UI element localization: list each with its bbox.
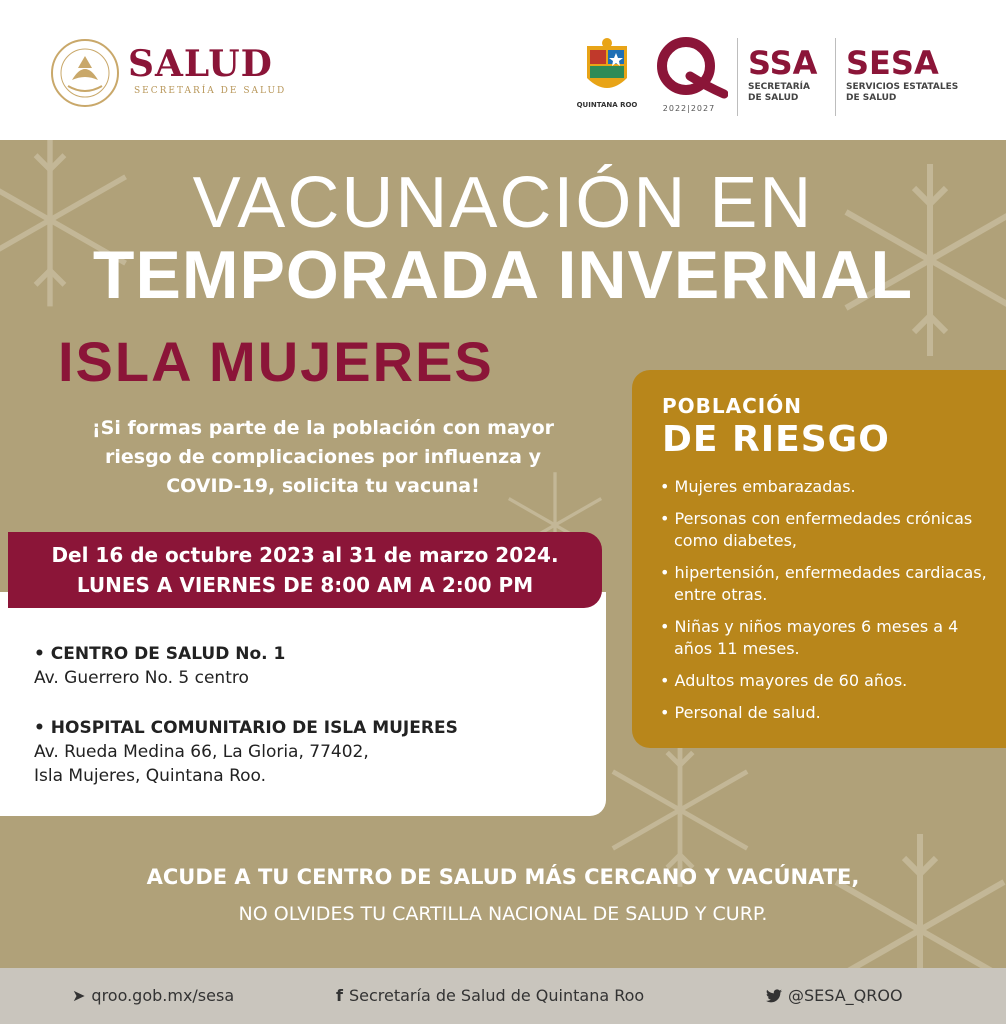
risk-item: • Niñas y niños mayores 6 meses a 4 años 11 meses. xyxy=(660,617,959,658)
sesa-subtitle-line1: SERVICIOS ESTATALES xyxy=(846,82,959,92)
risk-list xyxy=(660,476,1000,734)
footer xyxy=(0,968,1006,1024)
intro-line3 xyxy=(40,472,606,501)
location-address: Av. Rueda Medina 66, La Gloria, 77402, xyxy=(34,742,369,762)
twitter-bird-icon xyxy=(766,989,782,1003)
risk-item: • Mujeres embarazadas. xyxy=(660,477,856,496)
location-name: • CENTRO DE SALUD No. 1 xyxy=(34,644,286,664)
location-item xyxy=(34,716,458,788)
risk-population-card xyxy=(632,370,1006,748)
ssa-logo-text: SSA xyxy=(748,44,818,82)
footer-facebook-text[interactable]: Secretaría de Salud de Quintana Roo xyxy=(348,986,645,1005)
ssa-subtitle xyxy=(748,82,810,104)
risk-item: • Personal de salud. xyxy=(660,703,821,722)
ssa-subtitle-line2: DE SALUD xyxy=(748,93,799,103)
intro-line3-plain: COVID-19, xyxy=(166,475,282,497)
dates-line2: LUNES A VIERNES DE 8:00 AM A 2:00 PM xyxy=(76,573,534,597)
risk-heading-large: DE RIESGO xyxy=(662,419,890,460)
intro-text xyxy=(40,414,606,501)
intro-line3-bold: solicita tu vacuna! xyxy=(281,475,480,497)
dates-line1: Del 16 de octubre 2023 al 31 de marzo 2024. xyxy=(51,543,559,567)
intro-line1: ¡Si formas parte de la población con mayor xyxy=(92,417,554,439)
facebook-icon: f xyxy=(336,986,343,1005)
title-line1: VACUNACIÓN EN xyxy=(192,163,814,243)
location-item xyxy=(34,642,285,690)
footer-website-text[interactable]: qroo.gob.mx/sesa xyxy=(91,986,235,1005)
sesa-subtitle xyxy=(846,82,958,104)
header xyxy=(0,0,1006,140)
city-title: ISLA MUJERES xyxy=(58,330,494,393)
cursor-arrow-icon: ➤ xyxy=(72,986,86,1005)
location-address: Isla Mujeres, Quintana Roo. xyxy=(34,766,267,786)
footer-facebook[interactable] xyxy=(336,984,644,1008)
locations-card xyxy=(0,592,606,816)
dates-banner xyxy=(8,532,602,608)
footer-twitter[interactable] xyxy=(766,984,903,1008)
risk-heading-small: POBLACIÓN xyxy=(662,394,802,418)
intro-line2: riesgo de complicaciones por influenza y xyxy=(104,446,542,468)
title-line2: TEMPORADA INVERNAL xyxy=(92,237,914,313)
government-years: 2022|2027 xyxy=(662,104,716,113)
footer-website[interactable] xyxy=(72,984,234,1008)
snowflake-icon xyxy=(820,830,1006,968)
sesa-subtitle-line2: DE SALUD xyxy=(846,93,897,103)
salud-subtitle: SECRETARÍA DE SALUD xyxy=(134,86,287,96)
header-divider xyxy=(737,38,738,116)
quintana-roo-shield-icon xyxy=(584,38,630,98)
main-poster xyxy=(0,140,1006,968)
call-to-action-line1: ACUDE A TU CENTRO DE SALUD MÁS CERCANO Y VACÚNATE, xyxy=(146,865,860,889)
risk-item: • Personas con enfermedades crónicas como diabetes, xyxy=(660,509,973,550)
risk-item: • hipertensión, enfermedades cardiacas, entre otras. xyxy=(660,563,987,604)
ssa-subtitle-line1: SECRETARÍA xyxy=(748,82,810,92)
mexico-seal-icon xyxy=(50,38,120,108)
footer-twitter-text[interactable]: @SESA_QROO xyxy=(788,986,903,1005)
quintana-roo-label: QUINTANA ROO xyxy=(576,101,638,109)
location-name: • HOSPITAL COMUNITARIO DE ISLA MUJERES xyxy=(34,718,458,738)
header-divider xyxy=(835,38,836,116)
location-address: Av. Guerrero No. 5 centro xyxy=(34,668,249,688)
q-government-logo-icon xyxy=(650,36,728,100)
call-to-action-line2: NO OLVIDES TU CARTILLA NACIONAL DE SALUD Y CURP. xyxy=(238,903,768,925)
risk-item: • Adultos mayores de 60 años. xyxy=(660,671,908,690)
sesa-logo-text: SESA xyxy=(846,44,939,82)
salud-logo-text: SALUD xyxy=(128,43,273,85)
